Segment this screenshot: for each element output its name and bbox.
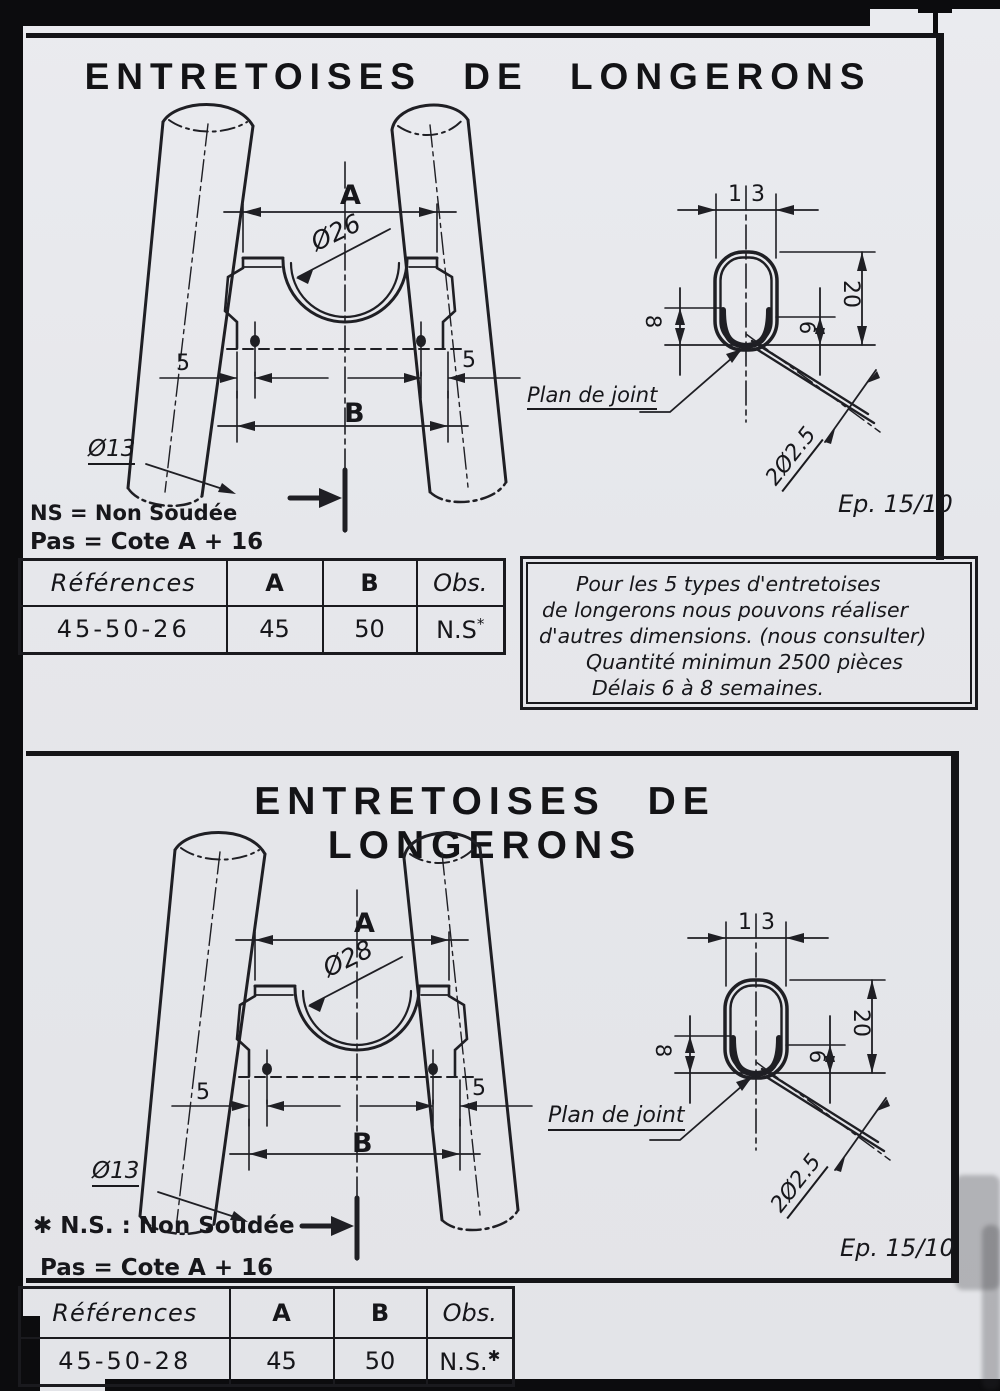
cell-reference: 45-50-28 (20, 1338, 230, 1386)
xsec-right-depth-label: 6 (805, 1049, 830, 1064)
xsec-right-depth-label: 6 (795, 320, 820, 335)
dim-b-label: B (352, 1128, 373, 1159)
header-references: Références (20, 1288, 230, 1338)
cell-obs-text: N.S. (439, 1347, 488, 1376)
legend-ns: ✱ N.S. : Non Soudée (33, 1213, 295, 1239)
offset-right-label: 5 (472, 1076, 486, 1101)
xsec-width-label: 13 (728, 182, 774, 207)
xsec-width-label: 13 (738, 910, 784, 935)
dim-b-label: B (344, 398, 365, 429)
note-line: Quantité minimun 2500 pièces (586, 650, 903, 674)
note-line: Délais 6 à 8 semaines. (592, 676, 825, 700)
clamp-drawing-2 (40, 824, 520, 1274)
note-line: Pour les 5 types d'entretoises (576, 572, 881, 596)
cell-obs-text: N.S (436, 615, 477, 644)
offset-left-label: 5 (176, 351, 190, 376)
cell-obs-mark: * (476, 614, 485, 633)
bore-dia-label: Ø26 (306, 208, 366, 257)
note-line: de longerons nous pouvons réaliser (542, 598, 909, 622)
holes-dia-label: 2Ø2.5 (762, 424, 823, 492)
header-obs: Obs. (427, 1288, 514, 1338)
note-line: d'autres dimensions. (nous consulter) (539, 624, 927, 648)
bore-dia-label: Ø28 (318, 934, 378, 983)
cell-b: 50 (323, 606, 417, 654)
sheet1-title: ENTRETOISES DE LONGERONS (84, 56, 872, 97)
cross-section-drawing-2 (530, 898, 980, 1262)
header-references: Références (20, 560, 227, 606)
offset-right-label: 5 (462, 348, 476, 373)
thickness-label: Ep. 15/10 (840, 1234, 955, 1262)
cell-obs (427, 1338, 514, 1386)
header-a: A (230, 1288, 334, 1338)
xsec-left-depth-label: 8 (651, 1043, 676, 1058)
header-obs: Obs. (417, 560, 505, 606)
sheet2-title: ENTRETOISES DE LONGERONS (254, 780, 716, 867)
xsec-left-depth-label: 8 (641, 314, 666, 329)
cell-reference: 45-50-26 (20, 606, 227, 654)
dim-a-label: A (354, 908, 375, 939)
thickness-label: Ep. 15/10 (838, 490, 953, 518)
joint-plane-label: Plan de joint (527, 385, 657, 410)
spec-table-2-data-row (20, 1338, 514, 1386)
dim-a-label: A (340, 180, 361, 211)
xsec-height-label: 20 (848, 1009, 873, 1037)
tube-dia-label: Ø13 (88, 438, 135, 465)
sheet2-border-top (26, 751, 959, 756)
joint-plane-label: Plan de joint (548, 1105, 685, 1131)
spec-table-2-header-row (20, 1288, 514, 1338)
spec-table-2 (18, 1286, 515, 1387)
offset-left-label: 5 (196, 1080, 210, 1105)
cell-b: 50 (334, 1338, 427, 1386)
tube-dia-label: Ø13 (92, 1160, 139, 1187)
cell-a: 45 (230, 1338, 334, 1386)
xsec-height-label: 20 (838, 280, 863, 308)
legend-pas: Pas = Cote A + 16 (40, 1255, 274, 1281)
header-b: B (323, 560, 417, 606)
holes-dia-label: 2Ø2.5 (767, 1151, 828, 1219)
header-a: A (227, 560, 323, 606)
legend-pas: Pas = Cote A + 16 (30, 529, 264, 555)
cell-obs-mark: ✱ (487, 1346, 501, 1365)
header-b: B (334, 1288, 427, 1338)
cell-a: 45 (227, 606, 323, 654)
legend-ns: NS = Non Soudée (30, 501, 238, 525)
